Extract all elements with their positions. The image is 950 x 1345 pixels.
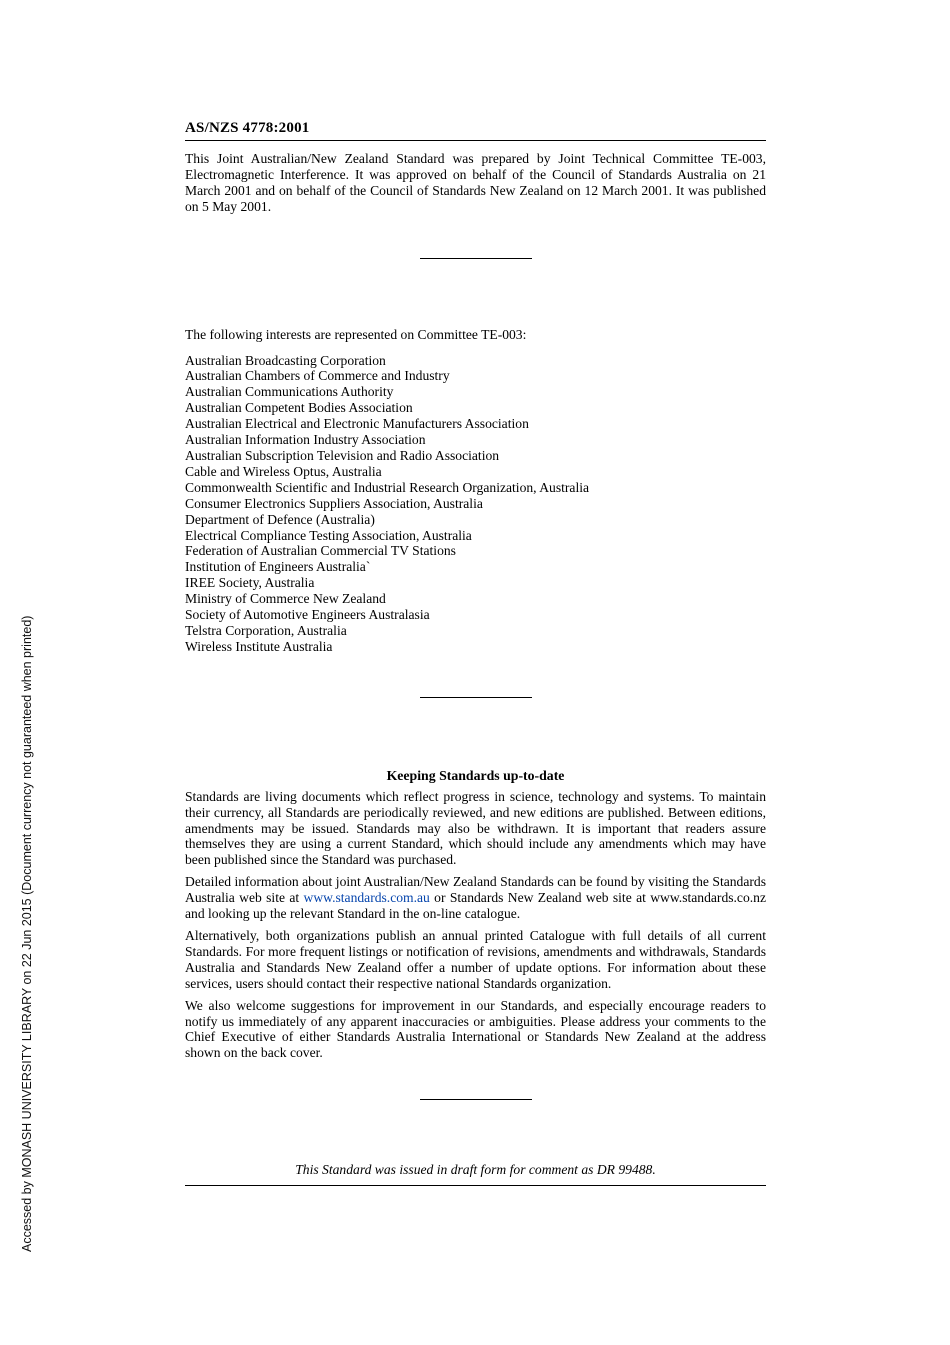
keeping-standards-paragraph-3: Alternatively, both organizations publish an annual printed Catalogue with full details of all current Standards. For more frequent listings or notification of revisions, amendments and withdrawals, Standards Australia and Standards New Zealand offer a number of update options. For information about these services, users should contact their respective national Standards organization. bbox=[185, 928, 766, 991]
preparation-paragraph: This Joint Australian/New Zealand Standard was prepared by Joint Technical Committee TE-003, Electromagnetic Interference. It was approved on behalf of the Council of Standards Australia on 21 March 2001 and on behalf of the Council of Standards New Zealand on 12 March 2001. It was published on 5 May 2001. bbox=[185, 151, 766, 214]
keeping-standards-heading: Keeping Standards up-to-date bbox=[386, 767, 565, 783]
committee-member: Cable and Wireless Optus, Australia bbox=[185, 463, 382, 479]
committee-member: Australian Chambers of Commerce and Industry bbox=[185, 368, 450, 384]
committee-member: Australian Communications Authority bbox=[185, 384, 394, 400]
committee-member: Australian Electrical and Electronic Manufacturers Association bbox=[185, 416, 529, 432]
paragraph-2-text-before-link: Detailed information about joint Australian/New Zealand Standards can be found by visiting the Standards Australia web site at bbox=[185, 874, 766, 906]
committee-intro-line: The following interests are represented on Committee TE-003: bbox=[185, 326, 527, 342]
keeping-standards-paragraph-4: We also welcome suggestions for improvement in our Standards, and especially encourage readers to notify us immediately of any apparent inaccuracies or ambiguities. Please address your comments to the Chief Executive of either Standards Australia International or Standards New Zealand at the address shown on the back cover. bbox=[185, 997, 766, 1061]
committee-member: IREE Society, Australia bbox=[185, 575, 315, 591]
committee-member: Consumer Electronics Suppliers Association, Australia bbox=[185, 495, 483, 511]
draft-comment-note: This Standard was issued in draft form for comment as DR 99488. bbox=[295, 1162, 656, 1178]
standard-number-heading: AS/NZS 4778:2001 bbox=[185, 120, 310, 136]
committee-member: Commonwealth Scientific and Industrial Research Organization, Australia bbox=[185, 479, 590, 495]
footer-rule bbox=[185, 1185, 766, 1186]
keeping-standards-paragraph-1: Standards are living documents which reflect progress in science, technology and systems. To maintain their currency, all Standards are periodically reviewed, and new editions are published. Between editions, amendments may be issued. Standards may also be withdrawn. It is important that readers assure themselves they are using a current Standard, which should include any amendments which may have been published since the Standard was purchased. bbox=[185, 788, 766, 868]
paragraph-2-text-after-link: or Standards New Zealand web site at www.standards.co.nz and looking up the relevant Standard in the on-line catalogue. bbox=[185, 890, 766, 922]
library-access-note: Accessed by MONASH UNIVERSITY LIBRARY on 22 Jun 2015 (Document currency not guaranteed when printed) bbox=[20, 615, 34, 1252]
committee-member: Institution of Engineers Australia` bbox=[185, 559, 371, 575]
document-page bbox=[185, 120, 766, 1186]
header-rule bbox=[185, 140, 766, 141]
keeping-standards-paragraph-2 bbox=[185, 874, 766, 922]
committee-member: Australian Broadcasting Corporation bbox=[185, 352, 386, 368]
committee-member: Wireless Institute Australia bbox=[185, 638, 333, 654]
committee-member-list bbox=[185, 353, 766, 655]
committee-member: Australian Competent Bodies Association bbox=[185, 400, 413, 416]
section-divider bbox=[420, 697, 532, 698]
section-divider bbox=[420, 258, 532, 259]
committee-member: Australian Subscription Television and Radio Association bbox=[185, 447, 500, 463]
section-divider bbox=[420, 1099, 532, 1100]
committee-member: Australian Information Industry Association bbox=[185, 432, 426, 448]
committee-member: Department of Defence (Australia) bbox=[185, 511, 375, 527]
committee-member: Telstra Corporation, Australia bbox=[185, 622, 347, 638]
committee-member: Ministry of Commerce New Zealand bbox=[185, 591, 386, 607]
committee-member: Federation of Australian Commercial TV Stations bbox=[185, 543, 456, 559]
standards-australia-website-link[interactable]: www.standards.com.au bbox=[303, 890, 430, 906]
committee-member: Society of Automotive Engineers Australasia bbox=[185, 607, 430, 623]
committee-member: Electrical Compliance Testing Association, Australia bbox=[185, 527, 472, 543]
